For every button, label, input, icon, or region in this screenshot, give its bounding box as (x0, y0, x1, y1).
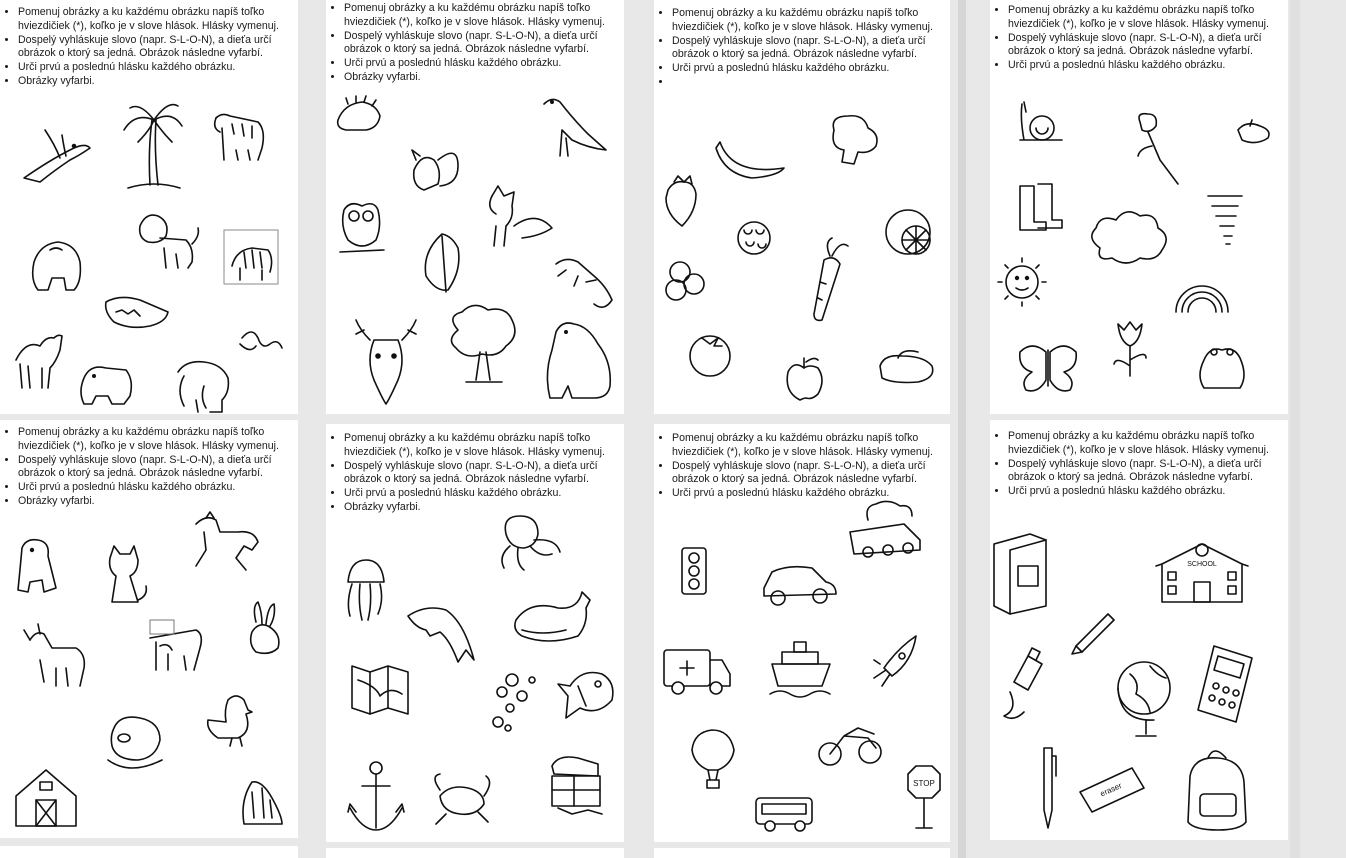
apple-picture (787, 358, 822, 400)
train-picture (850, 501, 920, 557)
tomato-picture (690, 336, 730, 376)
bubbles-picture (493, 674, 535, 731)
instruction-item: • Pomenuj obrázky a ku každému obrázku napíš toľko hviezdičiek (*), koľko je v slove hlások. Hlásky vymenuj. (672, 432, 950, 460)
calculator-picture (1198, 646, 1252, 722)
rose-picture (1138, 114, 1178, 184)
crow-picture (544, 99, 606, 156)
cow-picture (150, 620, 201, 670)
whale-picture (515, 592, 590, 641)
instruction-item: • Dospelý vyhláskuje slovo (napr. S-L-O-N), a dieťa určí obrázok o ktorý sa jedná. Obrázok následne vyfarbí. (1008, 458, 1288, 486)
octopus-picture (502, 516, 560, 570)
globe-picture (1118, 662, 1170, 736)
frog-picture (1200, 349, 1244, 388)
worksheet-garden (990, 0, 1288, 414)
deer-picture (356, 320, 416, 404)
instruction-item: • Pomenuj obrázky a ku každému obrázku napíš toľko hviezdičiek (*), koľko je v slove hlások. Hlásky vymenuj. (1008, 430, 1288, 458)
tree-picture (451, 305, 514, 382)
pencil-picture (1072, 614, 1114, 654)
dolphin-picture (408, 608, 474, 662)
gorilla-picture (33, 242, 81, 290)
instruction-item: • Dospelý vyhláskuje slovo (napr. S-L-O-N), a dieťa určí obrázok o ktorý sa jedná. Obrázok následne vyfarbí. (1008, 32, 1288, 60)
pig-picture (108, 717, 162, 768)
instruction-item: • Pomenuj obrázky a ku každému obrázku napíš toľko hviezdičiek (*), koľko je v slove hlások. Hlásky vymenuj. (18, 6, 298, 34)
instruction-item: • Obrázky vyfarbi. (18, 495, 298, 509)
fox-picture (490, 186, 552, 246)
parrot-picture (24, 130, 90, 182)
barn-picture (16, 770, 76, 826)
leaf-picture (425, 234, 459, 292)
instruction-item: • Urči prvú a poslednú hlásku každého obrázku. (18, 481, 298, 495)
worksheet-animals-wild (0, 0, 298, 414)
coloring-pictures (326, 424, 624, 842)
instruction-item: • Urči prvú a poslednú hlásku každého obrázku. (344, 57, 624, 71)
carrot-picture (814, 238, 848, 320)
stop-sign-picture (908, 766, 940, 828)
instruction-item: • Urči prvú a poslednú hlásku každého obrázku. (672, 62, 950, 76)
school-sign-text: SCHOOL (1187, 561, 1217, 568)
dog-picture (18, 540, 56, 592)
tulip-picture (1114, 322, 1146, 376)
coloring-pictures (654, 424, 950, 842)
cloud-picture (1092, 212, 1166, 263)
instruction-item: • Pomenuj obrázky a ku každému obrázku napíš toľko hviezdičiek (*), koľko je v slove hlások. Hlásky vymenuj. (18, 426, 298, 454)
page-edge-right (1290, 0, 1300, 858)
traffic-light-picture (682, 548, 706, 594)
book-picture (994, 534, 1046, 614)
map-picture (352, 666, 408, 714)
tiger-picture (215, 114, 264, 160)
banana-picture (716, 142, 784, 178)
instruction-item: • Obrázky vyfarbi. (344, 501, 624, 515)
worksheet-farm (0, 420, 298, 838)
worksheet-transport (654, 424, 950, 842)
rainbow-picture (1176, 286, 1228, 312)
boots-picture (1020, 184, 1062, 230)
coloring-pictures (990, 0, 1288, 414)
lemon-picture (886, 210, 930, 254)
instruction-item: • Urči prvú a poslednú hlásku každého obrázku. (1008, 485, 1288, 499)
haystack-picture (243, 782, 282, 824)
treasure-chest-picture (552, 757, 602, 814)
motorcycle-picture (819, 728, 881, 765)
coloring-pictures (0, 0, 298, 414)
pen-picture (1044, 748, 1056, 828)
potatoes-picture (880, 351, 933, 383)
coloring-pictures (326, 0, 624, 414)
instruction-item: • Pomenuj obrázky a ku každému obrázku napíš toľko hviezdičiek (*), koľko je v slove hlások. Hlásky vymenuj. (344, 432, 624, 460)
instruction-item: • Pomenuj obrázky a ku každému obrázku napíš toľko hviezdičiek (*), koľko je v slove hlások. Hlásky vymenuj. (1008, 4, 1288, 32)
anchor-picture (348, 762, 404, 830)
ship-picture (770, 642, 830, 697)
duck-picture (208, 696, 252, 746)
butterfly-picture (1020, 346, 1077, 391)
car-picture (764, 567, 836, 605)
coloring-pictures (990, 420, 1288, 840)
jellyfish-picture (348, 560, 384, 620)
next-page-peek (654, 848, 950, 858)
instruction-item: • Dospelý vyhláskuje slovo (napr. S-L-O-N), a dieťa určí obrázok o ktorý sa jedná. Obrázok následne vyfarbí. (18, 34, 298, 62)
blueberries-picture (666, 262, 704, 300)
fish-picture (558, 673, 613, 719)
instruction-item: • Dospelý vyhláskuje slovo (napr. S-L-O-N), a dieťa určí obrázok o ktorý sa jedná. Obrázok následne vyfarbí. (672, 35, 950, 63)
snake-picture (240, 332, 282, 350)
glue-picture (1004, 648, 1042, 718)
instruction-item: • Obrázky vyfarbi. (18, 75, 298, 89)
instruction-item: • Urči prvú a poslednú hlásku každého obrázku. (672, 487, 950, 501)
instruction-item: • Dospelý vyhláskuje slovo (napr. S-L-O-N), a dieťa určí obrázok o ktorý sa jedná. Obrázok následne vyfarbí. (344, 460, 624, 488)
hot-air-balloon-picture (692, 730, 734, 788)
bird-picture (1238, 120, 1269, 143)
instruction-item: • Pomenuj obrázky a ku každému obrázku napíš toľko hviezdičiek (*), koľko je v slove hlások. Hlásky vymenuj. (344, 2, 624, 30)
instruction-item: • Urči prvú a poslednú hlásku každého obrázku. (344, 487, 624, 501)
worksheet-sea (326, 424, 624, 842)
instruction-item: • Urči prvú a poslednú hlásku každého obrázku. (1008, 59, 1288, 73)
snail-picture (1020, 102, 1062, 140)
instruction-item: • Urči prvú a poslednú hlásku každého obrázku. (18, 61, 298, 75)
instruction-item: • Dospelý vyhláskuje slovo (napr. S-L-O-N), a dieťa určí obrázok o ktorý sa jedná. Obrázok následne vyfarbí. (672, 460, 950, 488)
bear-picture (547, 323, 610, 398)
bus-picture (756, 798, 812, 831)
goat-picture (24, 624, 84, 686)
worksheet-school (990, 420, 1288, 840)
instruction-item: • Dospelý vyhláskuje slovo (napr. S-L-O-N), a dieťa určí obrázok o ktorý sa jedná. Obrázok následne vyfarbí. (344, 30, 624, 58)
page-edge-column (958, 0, 966, 858)
next-page-peek (0, 846, 298, 858)
worksheet-animals-forest (326, 0, 624, 414)
owl-picture (340, 204, 384, 252)
eraser-picture (1080, 768, 1144, 812)
rabbit-picture (251, 602, 279, 653)
hippo-picture (81, 367, 131, 404)
broccoli-picture (833, 116, 877, 164)
sun-picture (998, 258, 1046, 306)
raspberry-picture (738, 222, 770, 254)
eraser-text: eraser (1098, 780, 1124, 799)
crocodile-picture (106, 297, 168, 327)
instruction-item: • Obrázky vyfarbi. (344, 71, 624, 85)
coloring-pictures (654, 0, 950, 414)
strawberry-picture (666, 176, 696, 226)
squirrel-picture (412, 150, 458, 190)
next-page-peek (326, 848, 624, 858)
rocket-picture (874, 636, 916, 686)
lion-picture (140, 215, 199, 268)
lizard-picture (556, 259, 612, 307)
crab-picture (435, 774, 490, 824)
palm-tree-picture (124, 105, 182, 188)
school-building-picture (1156, 544, 1248, 602)
worksheet-fruits (654, 0, 950, 414)
coloring-pictures (0, 420, 298, 838)
ambulance-picture (664, 650, 730, 694)
stop-sign-text: STOP (913, 779, 935, 788)
elephant-picture (178, 362, 228, 412)
camel-picture (16, 335, 62, 388)
tornado-picture (1208, 196, 1242, 244)
cat-picture (110, 546, 147, 602)
instruction-item: • Dospelý vyhláskuje slovo (napr. S-L-O-N), a dieťa určí obrázok o ktorý sa jedná. Obrázok následne vyfarbí. (18, 454, 298, 482)
horse-picture (196, 512, 258, 570)
hedgehog-picture (338, 96, 380, 130)
zebra-picture (224, 230, 278, 284)
instruction-item: • Pomenuj obrázky a ku každému obrázku napíš toľko hviezdičiek (*), koľko je v slove hlások. Hlásky vymenuj. (672, 7, 950, 35)
backpack-picture (1188, 751, 1246, 830)
